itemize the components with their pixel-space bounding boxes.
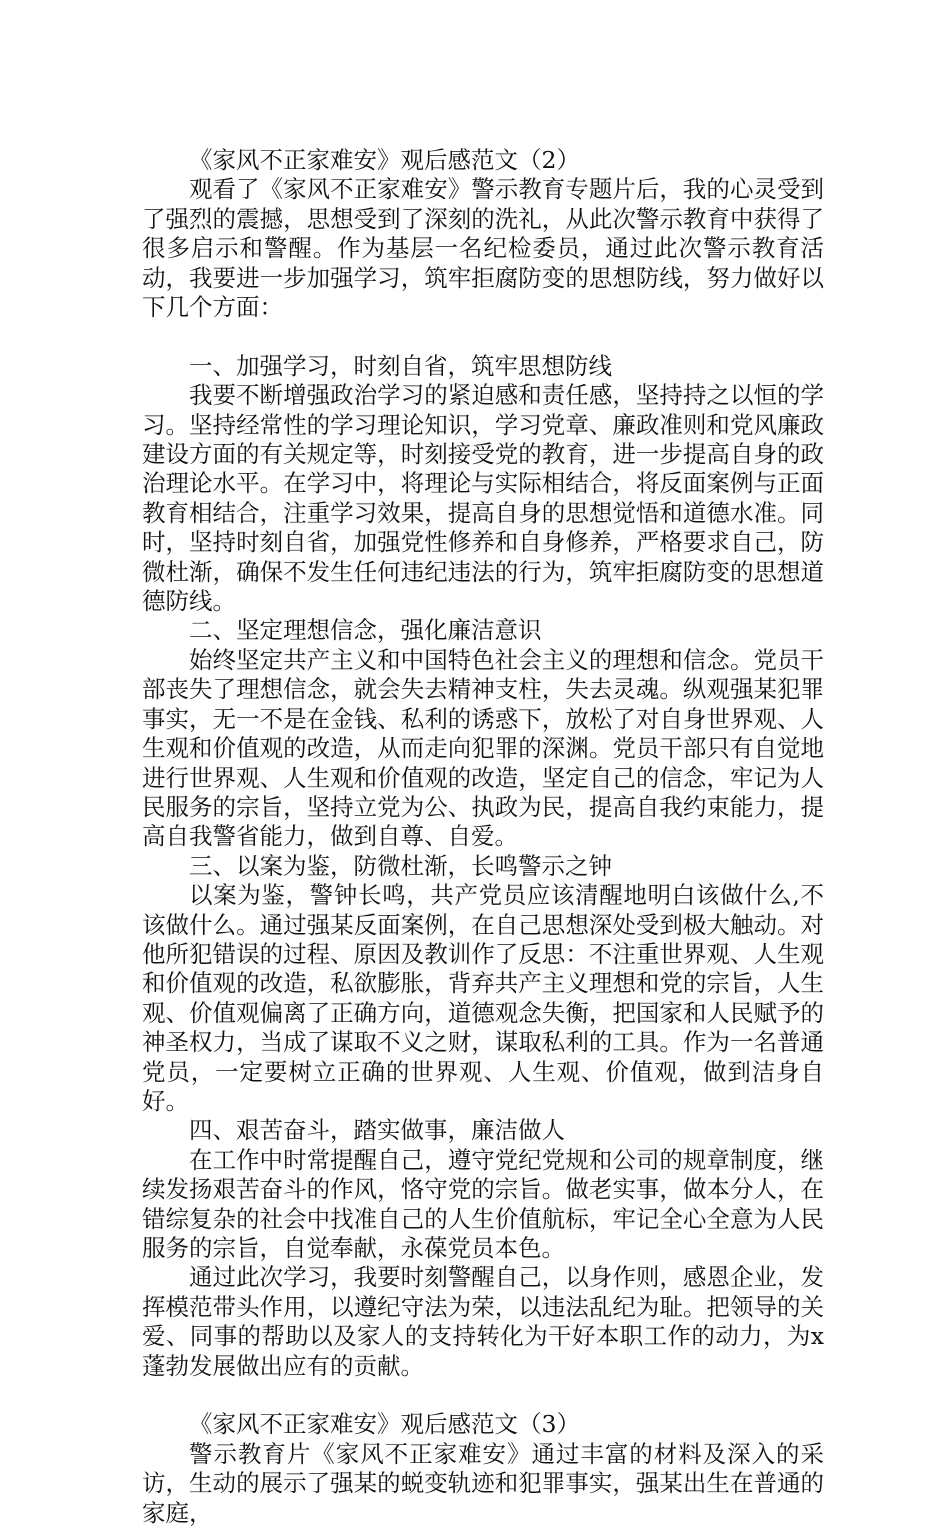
section2-conclusion-paragraph: 通过此次学习，我要时刻警醒自己，以身作则，感恩企业，发挥模范带头作用，以遵纪守法为荣，以违法乱纪为耻。把领导的关爱、同事的帮助以及家人的支持转化为干好本职工作的动力，为x蓬勃发展做出应有的贡献。 <box>142 1263 824 1380</box>
section3-title: 《家风不正家难安》观后感范文（3） <box>189 1410 580 1439</box>
point1-paragraph: 我要不断增强政治学习的紧迫感和责任感，坚持持之以恒的学习。坚持经常性的学习理论知识，学习党章、廉政准则和党风廉政建设方面的有关规定等，时刻接受党的教育，进一步提高自身的政治理论水平。在学习中，将理论与实际相结合，将反面案例与正面教育相结合，注重学习效果，提高自身的思想觉悟和道德水准。同时，坚持时刻自省，加强党性修养和自身修养，严格要求自己，防微杜渐，确保不发生任何违纪违法的行为，筑牢拒腐防变的思想道德防线。 <box>142 381 824 616</box>
point4-paragraph: 在工作中时常提醒自己，遵守党纪党规和公司的规章制度，继续发扬艰苦奋斗的作风，恪守党的宗旨。做老实事，做本分人，在错综复杂的社会中找准自己的人生价值航标，牢记全心全意为人民服务的宗旨，自觉奉献，永葆党员本色。 <box>142 1145 824 1263</box>
point2-heading: 二、坚定理想信念，强化廉洁意识 <box>189 616 542 645</box>
paragraph-spacer <box>142 1381 824 1410</box>
document-page <box>142 146 824 1528</box>
point3-heading: 三、以案为鉴，防微杜渐，长鸣警示之钟 <box>189 851 612 880</box>
section2-title: 《家风不正家难安》观后感范文（2） <box>189 146 580 174</box>
point2-paragraph: 始终坚定共产主义和中国特色社会主义的理想和信念。党员干部丧失了理想信念，就会失去精神支柱，失去灵魂。纵观强某犯罪事实，无一不是在金钱、私利的诱惑下，放松了对自身世界观、人生观和价值观的改造，从而走向犯罪的深渊。党员干部只有自觉地进行世界观、人生观和价值观的改造，坚定自己的信念，牢记为人民服务的宗旨，坚持立党为公、执政为民，提高自我约束能力，提高自我警省能力，做到自尊、自爱。 <box>142 645 824 851</box>
point3-paragraph: 以案为鉴，警钟长鸣，共产党员应该清醒地明白该做什么,不该做什么。通过强某反面案例，在自己思想深处受到极大触动。对他所犯错误的过程、原因及教训作了反思：不注重世界观、人生观和价值观的改造，私欲膨胀，背弃共产主义理想和党的宗旨，人生观、价值观偏离了正确方向，道德观念失衡，把国家和人民赋予的神圣权力，当成了谋取不义之财，谋取私利的工具。作为一名普通党员，一定要树立正确的世界观、人生观、价值观，做到洁身自好。 <box>142 881 824 1115</box>
paragraph-spacer <box>142 322 824 351</box>
point4-heading: 四、艰苦奋斗，踏实做事，廉洁做人 <box>189 1116 565 1145</box>
section2-intro-paragraph: 观看了《家风不正家难安》警示教育专题片后，我的心灵受到了强烈的震撼，思想受到了深刻的洗礼，从此次警示教育中获得了很多启示和警醒。作为基层一名纪检委员，通过此次警示教育活动，我要进一步加强学习，筑牢拒腐防变的思想防线，努力做好以下几个方面： <box>142 175 824 322</box>
point1-heading: 一、加强学习，时刻自省，筑牢思想防线 <box>189 351 612 380</box>
section3-intro-paragraph: 警示教育片《家风不正家难安》通过丰富的材料及深入的采访，生动的展示了强某的蜕变轨迹和犯罪事实，强某出生在普通的家庭， <box>142 1439 824 1527</box>
